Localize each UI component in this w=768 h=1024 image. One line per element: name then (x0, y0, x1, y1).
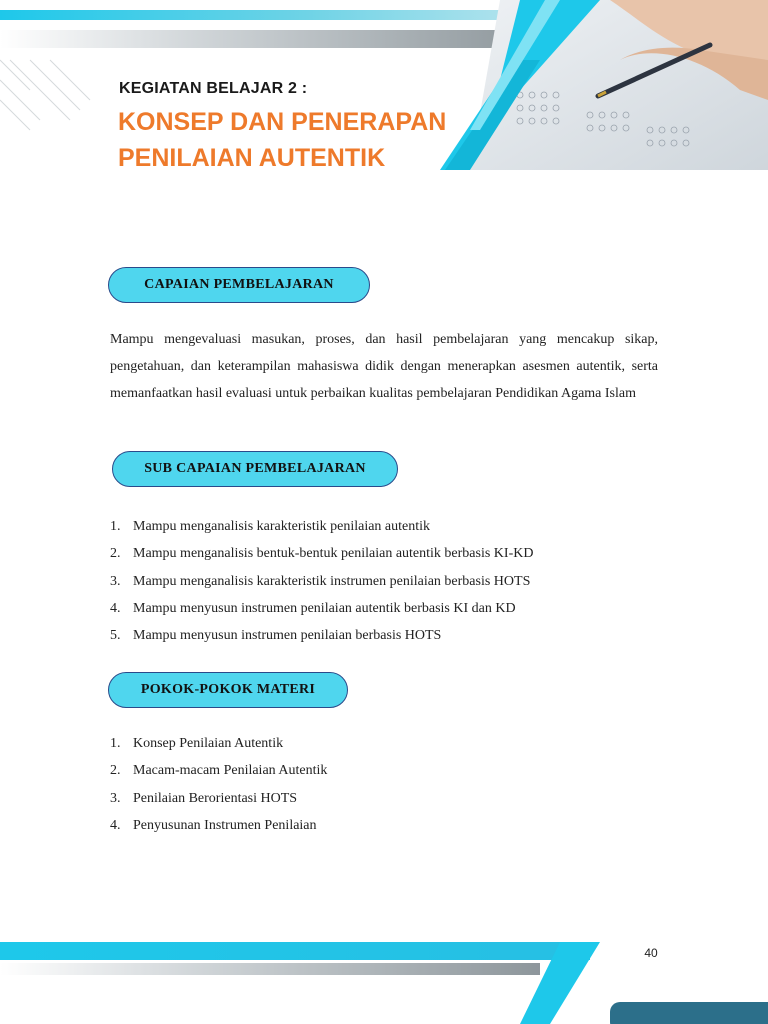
section-heading-capaian: CAPAIAN PEMBELAJARAN (108, 267, 370, 303)
list-item-text: Macam-macam Penilaian Autentik (133, 763, 328, 779)
page-title-line-1: KONSEP DAN PENERAPAN (118, 108, 447, 136)
list-item-text: Mampu menganalisis karakteristik instrumen penilaian berbasis HOTS (133, 573, 531, 589)
pokok-list (110, 730, 327, 839)
hatch-lines (0, 60, 90, 130)
section-heading-sub-capaian: SUB CAPAIAN PEMBELAJARAN (112, 451, 398, 487)
capaian-paragraph: Mampu mengevaluasi masukan, proses, dan hasil pembelajaran yang mencakup sikap, pengetahuan, dan keterampilan mahasiswa didik dengan menerapkan asesmen autentik, serta memanfaatkan hasil evaluasi untuk perbaikan kualitas pembelajaran Pendidikan Agama Islam (110, 332, 658, 401)
list-item-text: Mampu menganalisis bentuk-bentuk penilaian autentik berbasis KI-KD (133, 546, 534, 562)
header-cyan-bar (0, 10, 560, 20)
list-item-number: 3. (110, 790, 121, 806)
list-item-number: 4. (110, 817, 121, 833)
list-item (110, 730, 327, 757)
list-item (110, 513, 533, 540)
list-item-text: Mampu menganalisis karakteristik penilaian autentik (133, 519, 431, 534)
list-item (110, 622, 533, 649)
sub-capaian-list (110, 513, 533, 649)
list-item (110, 812, 327, 839)
list-item-text: Mampu menyusun instrumen penilaian berbasis HOTS (133, 628, 442, 644)
list-item-text: Konsep Penilaian Autentik (133, 736, 284, 751)
section-heading-pokok: POKOK-POKOK MATERI (108, 672, 348, 708)
list-item (110, 785, 327, 812)
list-item-number: 1. (110, 519, 121, 534)
chapter-kicker: KEGIATAN BELAJAR 2 : (119, 80, 308, 97)
footer-gray-band (0, 963, 540, 975)
page-title (118, 104, 478, 176)
page-number: 40 (644, 946, 658, 960)
page-title-line-2: PENILAIAN AUTENTIK (118, 144, 386, 172)
list-item-text: Penyusunan Instrumen Penilaian (133, 817, 317, 833)
list-item-text: Mampu menyusun instrumen penilaian autentik berbasis KI dan KD (133, 600, 516, 616)
footer-dark-tab (610, 1002, 768, 1024)
list-item (110, 540, 533, 567)
list-item (110, 757, 327, 784)
list-item-number: 1. (110, 736, 121, 751)
list-item-number: 4. (110, 600, 121, 616)
footer-cyan-bar (0, 942, 590, 960)
header-gray-band (0, 30, 540, 48)
list-item (110, 595, 533, 622)
list-item-text: Penilaian Berorientasi HOTS (133, 790, 298, 806)
list-item-number: 5. (110, 628, 121, 644)
list-item-number: 2. (110, 546, 121, 562)
list-item-number: 3. (110, 573, 121, 589)
list-item (110, 568, 533, 595)
list-item-number: 2. (110, 763, 121, 779)
